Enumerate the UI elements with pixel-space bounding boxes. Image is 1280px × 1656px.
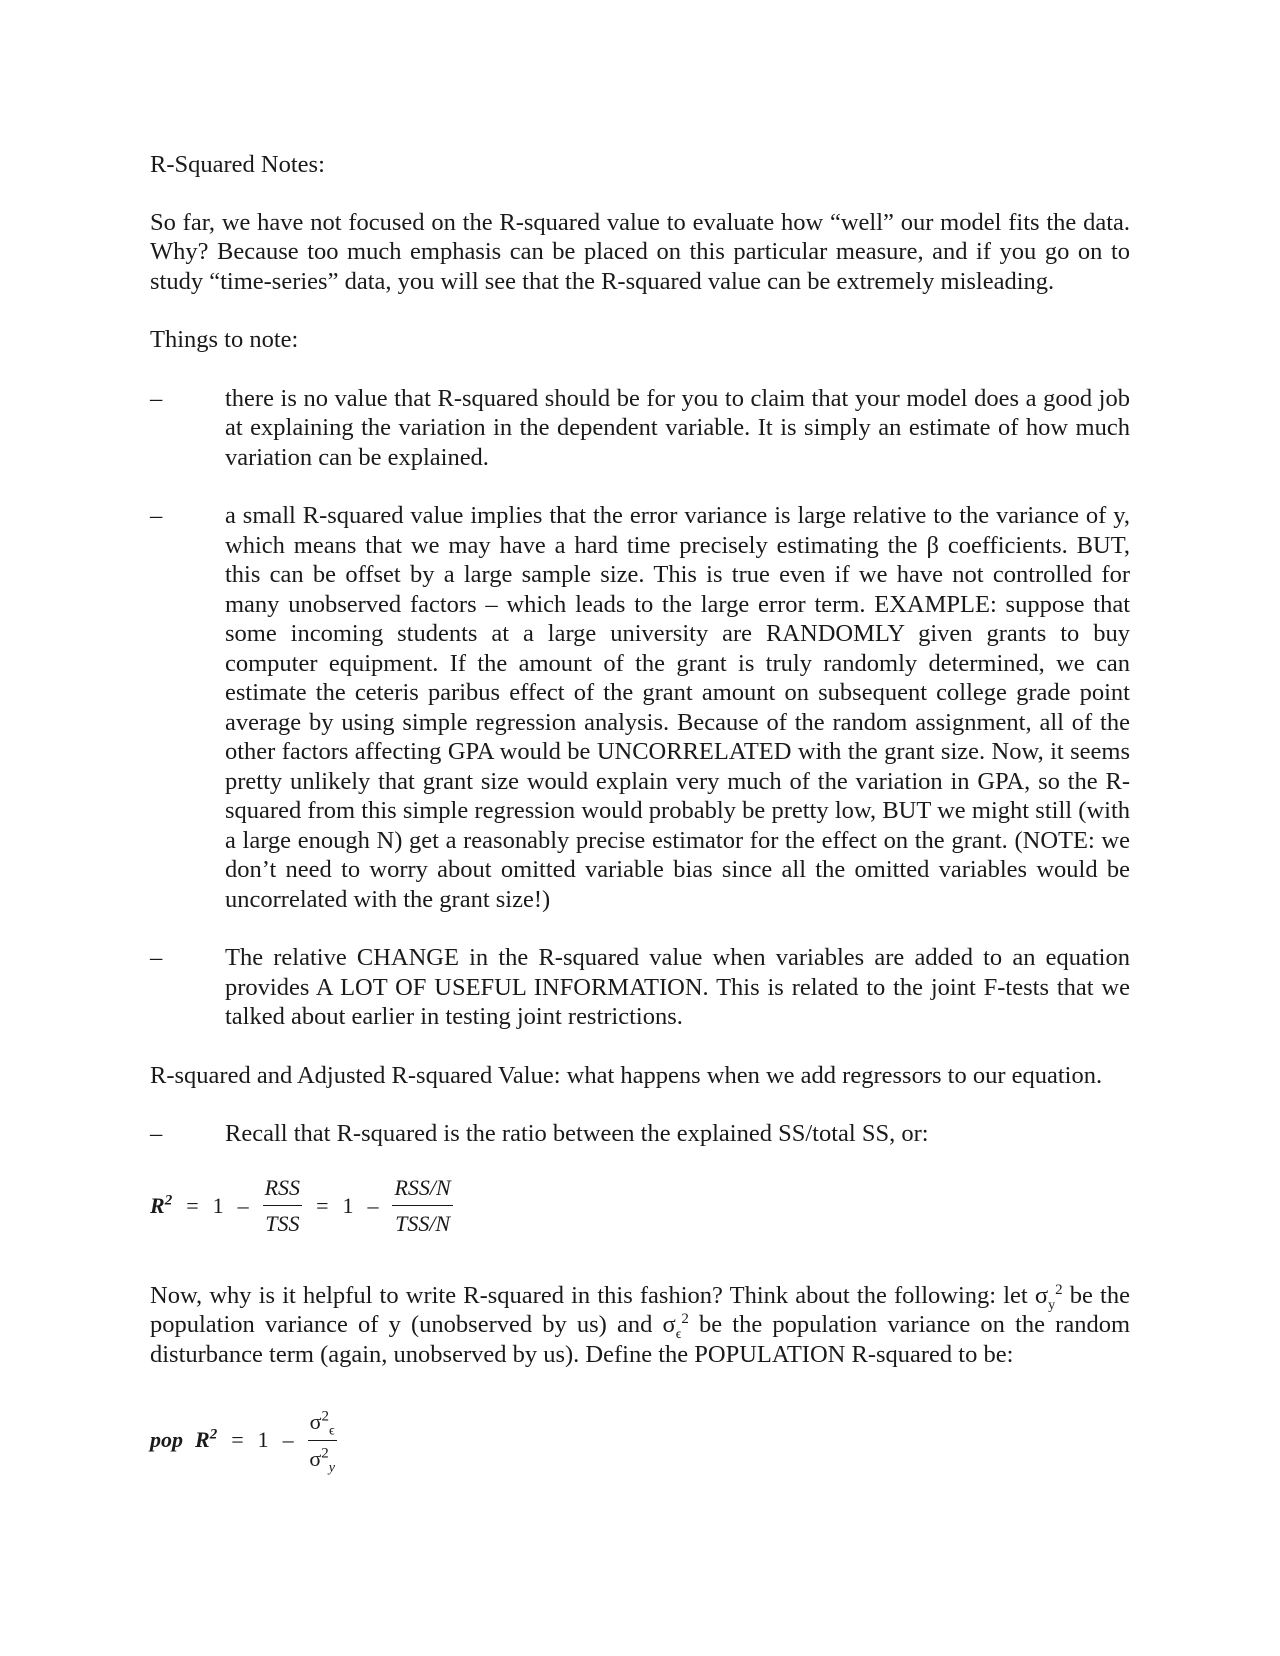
eq-minus: – bbox=[237, 1192, 249, 1218]
eq-minus: – bbox=[282, 1427, 294, 1453]
fraction-denominator: TSS/N bbox=[395, 1211, 451, 1236]
adjusted-r-squared-heading: R-squared and Adjusted R-squared Value: what happens when we add regressors to our equation. bbox=[150, 1061, 1103, 1089]
bullet-item bbox=[150, 1119, 1130, 1149]
fraction-denominator: TSS bbox=[265, 1211, 300, 1236]
bullet-dash: – bbox=[150, 944, 163, 971]
recall-bullet-text: Recall that R-squared is the ratio between the explained SS/total SS, or: bbox=[225, 1120, 929, 1147]
bullet-dash: – bbox=[150, 1120, 163, 1147]
eq-equals: = bbox=[231, 1427, 244, 1453]
bullet-item bbox=[150, 943, 1130, 1032]
intro-paragraph: So far, we have not focused on the R-squared value to evaluate how “well” our model fits the data. Why? Because too much emphasis can be placed on this particular measure, and if you go on to study “time-series” data, you will see that the R-squared value can be extremely misleading. bbox=[150, 208, 1130, 295]
bullet-text: there is no value that R-squared should be for you to claim that your model does a good job at explaining the variation in the dependent variable. It is simply an estimate of how much variation can be explained. bbox=[225, 384, 1130, 471]
eq-minus: – bbox=[367, 1192, 379, 1218]
population-r-squared-equation bbox=[150, 1395, 1130, 1485]
bullet-item bbox=[150, 501, 1130, 914]
things-to-note-label: Things to note: bbox=[150, 326, 299, 353]
fraction-rss-tss bbox=[263, 1173, 302, 1239]
fraction-numerator: RSS bbox=[263, 1173, 302, 1207]
eq-one: 1 bbox=[342, 1192, 354, 1218]
bullet-text: The relative CHANGE in the R-squared value when variables are added to an equation provides A LOT OF USEFUL INFORMATION. This is related to the joint F-tests that we talked about earlier in testing joint restrictions. bbox=[225, 944, 1130, 1030]
eq-lhs: $R^2$ bbox=[195, 1426, 218, 1453]
bullet-dash: – bbox=[150, 502, 163, 529]
fraction-sigma bbox=[308, 1407, 337, 1473]
eq-one: 1 bbox=[257, 1427, 269, 1453]
eq-lhs: $R^2$ bbox=[150, 1192, 173, 1218]
fraction-numerator: $\sigma^2_\epsilon$ bbox=[308, 1407, 337, 1441]
bullet-text: a small R-squared value implies that the error variance is large relative to the variance of y, which means that we may have a hard time precisely estimating the β coefficients. BUT, this can be offset by a large sample size. This is true even if we have not controlled for many unobserved factors – which leads to the large error term. EXAMPLE: suppose that some incoming students at a large university are RANDOMLY given grants to buy computer equipment. If the amount of the grant is truly randomly determined, we can estimate the ceteris paribus effect of the grant amount on subsequent college grade point average by using simple regression analysis. Because of the random assignment, all of the other factors affecting GPA would be UNCORRELATED with the grant size. Now, it seems pretty unlikely that grant size would explain very much of the variation in GPA, so the R-squared from this simple regression would probably be pretty low, BUT we might still (with a large enough N) get a reasonably precise estimator for the effect on the grant. (NOTE: we don’t need to worry about omitted variable bias since all the omitted variables would be uncorrelated with the grant size!) bbox=[225, 502, 1130, 913]
population-paragraph: Now, why is it helpful to write R-squared in this fashion? Think about the following: let $\sigma_y^2$ be the population variance of y (unobserved by us) and $\sigma_\epsilon^2$ be the population variance on the random disturbance term (again, unobserved by us). Define the POPULATION R-squared to be: bbox=[150, 1281, 1130, 1368]
r-squared-equation bbox=[150, 1171, 1130, 1241]
pop-label: pop bbox=[150, 1427, 183, 1453]
bullet-item bbox=[150, 384, 1130, 473]
eq-equals: = bbox=[186, 1192, 199, 1218]
eq-equals: = bbox=[316, 1192, 329, 1218]
fraction-denominator: $\sigma^2_y$ bbox=[309, 1445, 335, 1475]
fraction-rss-n-tss-n bbox=[392, 1173, 452, 1239]
document-page bbox=[150, 150, 1130, 1485]
bullet-dash: – bbox=[150, 384, 163, 412]
fraction-numerator: RSS/N bbox=[392, 1173, 452, 1207]
eq-one: 1 bbox=[212, 1192, 224, 1218]
page-title: R-Squared Notes: bbox=[150, 151, 325, 178]
